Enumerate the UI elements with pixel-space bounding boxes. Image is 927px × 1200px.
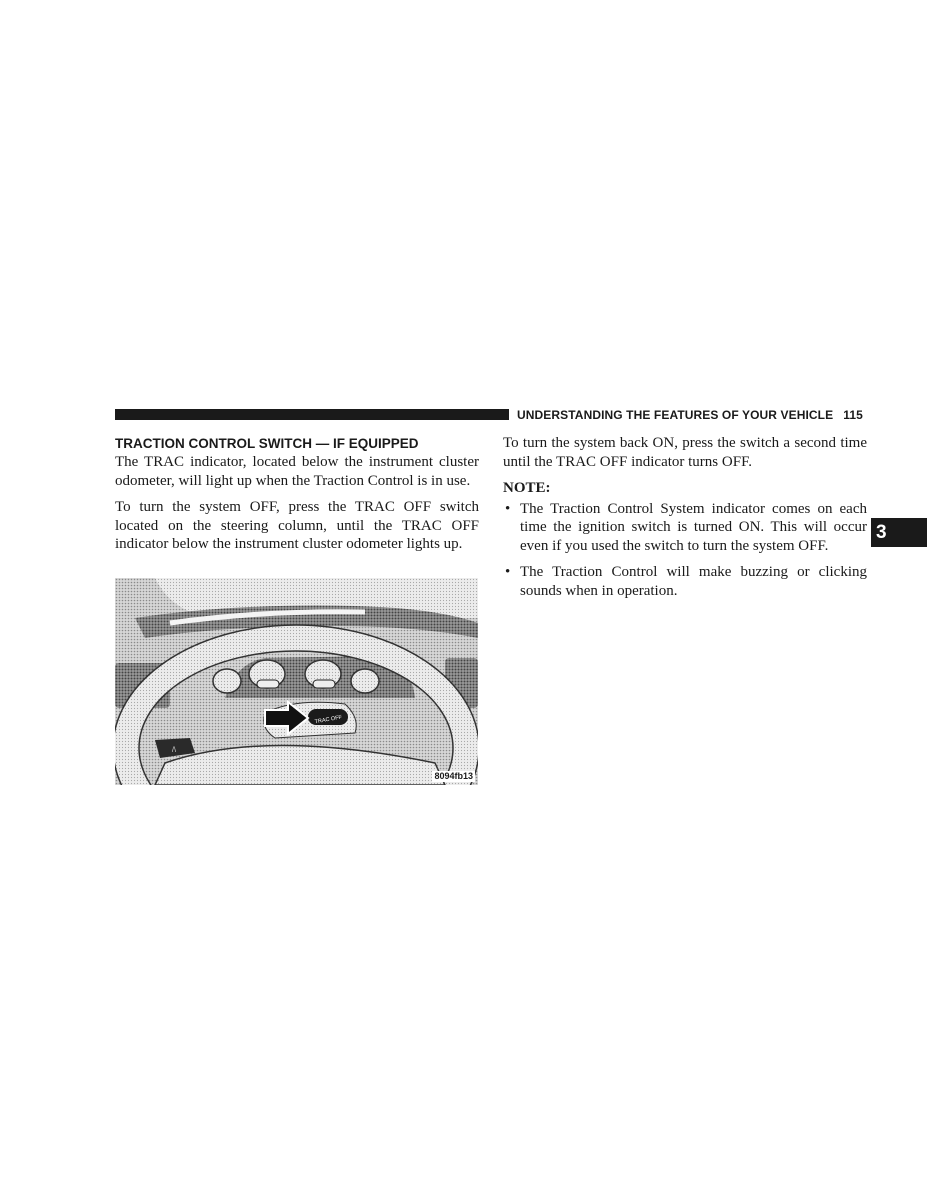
note-list [503,500,867,601]
page-number: 115 [843,408,863,422]
trac-off-switch-label: TRAC OFF [314,714,343,726]
svg-text:/\: /\ [172,747,176,754]
section-heading: TRACTION CONTROL SWITCH — IF EQUIPPED [115,436,419,451]
steering-wheel-illustration [115,578,478,785]
paragraph-turn-off: To turn the system OFF, press the TRAC OFF switch located on the steering column, until the TRAC OFF indicator below the instrument cluster odometer lights up. [115,499,479,552]
figure-id: 8094fb13 [434,771,473,781]
right-column [503,434,867,608]
chapter-tab: 3 [871,518,927,547]
left-column [115,434,479,562]
header-rule [115,409,509,420]
bullet-icon: • [505,500,511,517]
paragraph-trac-indicator: The TRAC indicator, located below the instrument cluster odometer, will light up when the Traction Control is in use. [115,454,479,489]
running-header [517,408,863,422]
paragraph-turn-on: To turn the system back ON, press the switch a second time until the TRAC OFF indicator turns OFF. [503,435,867,470]
bullet-icon: • [505,564,511,580]
running-title: UNDERSTANDING THE FEATURES OF YOUR VEHICLE [517,408,834,422]
list-item: • The Traction Control will make buzzing or clicking sounds when in operation. [505,564,867,599]
list-item: • The Traction Control System indicator comes on each time the ignition switch is turned ON. This will occur even if you used the switch to turn the system OFF. [505,500,867,554]
note-label: NOTE: [503,480,551,496]
steering-wheel-figure [115,578,478,785]
